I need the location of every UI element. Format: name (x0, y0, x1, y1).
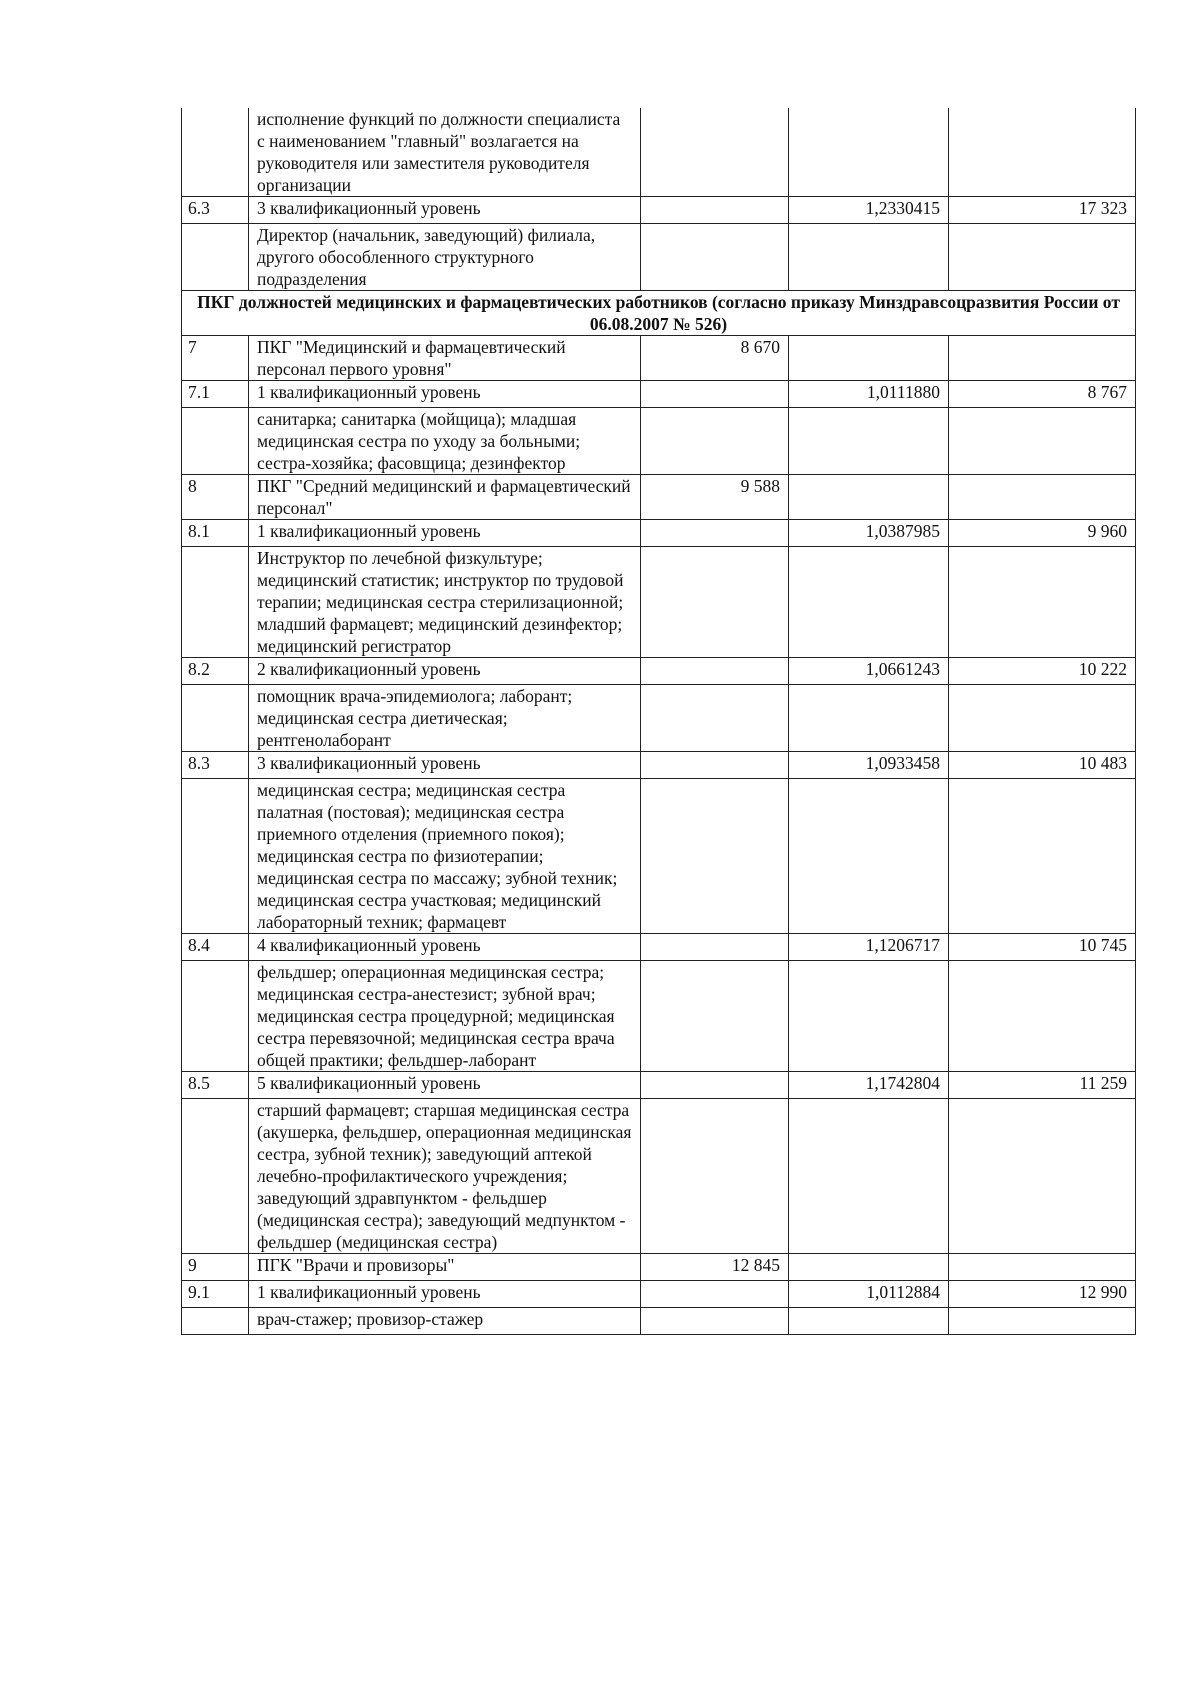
row-coefficient (789, 1254, 949, 1281)
row-coefficient: 1,2330415 (789, 197, 949, 224)
row-salary: 10 222 (949, 658, 1136, 685)
row-base-salary (641, 752, 789, 779)
row-text: 3 квалификационный уровень (249, 752, 641, 779)
row-text: фельдшер; операционная медицинская сестра; медицинская сестра-анестезист; зубной врач; медицинская сестра процедурной; медицинская сестра перевязочной; медицинская сестра врача общей практики; фельдшер-лаборант (249, 961, 641, 1072)
row-base-salary (641, 779, 789, 934)
row-number (182, 108, 249, 197)
row-base-salary (641, 224, 789, 291)
row-coefficient (789, 336, 949, 381)
row-salary: 10 483 (949, 752, 1136, 779)
row-salary (949, 408, 1136, 475)
row-coefficient (789, 961, 949, 1072)
table-row (182, 1254, 1136, 1281)
row-number (182, 779, 249, 934)
row-salary (949, 475, 1136, 520)
row-text: ПКГ "Медицинский и фармацевтический персонал первого уровня" (249, 336, 641, 381)
row-salary (949, 779, 1136, 934)
table-row (182, 475, 1136, 520)
row-coefficient: 1,0661243 (789, 658, 949, 685)
row-base-salary (641, 1072, 789, 1099)
row-base-salary: 8 670 (641, 336, 789, 381)
row-base-salary (641, 408, 789, 475)
row-salary (949, 961, 1136, 1072)
table-row (182, 197, 1136, 224)
row-coefficient: 1,0111880 (789, 381, 949, 408)
row-number: 7 (182, 336, 249, 381)
table-row (182, 779, 1136, 934)
row-salary: 11 259 (949, 1072, 1136, 1099)
row-number: 9 (182, 1254, 249, 1281)
table-row (182, 1099, 1136, 1254)
row-text: помощник врача-эпидемиолога; лаборант; медицинская сестра диетическая; рентгенолаборант (249, 685, 641, 752)
row-text: ПКГ "Средний медицинский и фармацевтический персонал" (249, 475, 641, 520)
row-coefficient: 1,0933458 (789, 752, 949, 779)
row-base-salary (641, 547, 789, 658)
row-base-salary: 12 845 (641, 1254, 789, 1281)
row-base-salary (641, 934, 789, 961)
row-coefficient (789, 779, 949, 934)
section-header-row (182, 291, 1136, 336)
row-salary: 12 990 (949, 1281, 1136, 1308)
row-coefficient: 1,1206717 (789, 934, 949, 961)
row-salary (949, 336, 1136, 381)
table-row (182, 336, 1136, 381)
row-base-salary (641, 961, 789, 1072)
row-number: 8 (182, 475, 249, 520)
row-text: Директор (начальник, заведующий) филиала, другого обособленного структурного подразделения (249, 224, 641, 291)
row-coefficient (789, 224, 949, 291)
table-row (182, 547, 1136, 658)
row-base-salary (641, 1308, 789, 1335)
row-coefficient: 1,0112884 (789, 1281, 949, 1308)
row-number: 8.2 (182, 658, 249, 685)
table-row (182, 752, 1136, 779)
row-text: старший фармацевт; старшая медицинская сестра (акушерка, фельдшер, операционная медицинская сестра, зубной техник); заведующий аптекой лечебно-профилактического учреждения; заведующий здравпунктом - фельдшер (медицинская сестра); заведующий медпунктом - фельдшер (медицинская сестра) (249, 1099, 641, 1254)
row-number (182, 961, 249, 1072)
table-row (182, 520, 1136, 547)
table-row (182, 408, 1136, 475)
row-base-salary (641, 520, 789, 547)
table-row (182, 224, 1136, 291)
row-text: 1 квалификационный уровень (249, 520, 641, 547)
row-salary: 8 767 (949, 381, 1136, 408)
row-number (182, 685, 249, 752)
row-text: 5 квалификационный уровень (249, 1072, 641, 1099)
row-number: 8.4 (182, 934, 249, 961)
row-salary (949, 547, 1136, 658)
salary-table-sheet (181, 108, 1135, 1335)
row-base-salary (641, 685, 789, 752)
row-base-salary (641, 658, 789, 685)
row-coefficient (789, 1308, 949, 1335)
row-salary: 10 745 (949, 934, 1136, 961)
row-number: 8.1 (182, 520, 249, 547)
row-number (182, 1308, 249, 1335)
row-salary: 9 960 (949, 520, 1136, 547)
table-row (182, 658, 1136, 685)
row-salary (949, 685, 1136, 752)
row-base-salary (641, 1281, 789, 1308)
row-base-salary (641, 1099, 789, 1254)
row-coefficient (789, 108, 949, 197)
row-number (182, 224, 249, 291)
row-base-salary: 9 588 (641, 475, 789, 520)
row-text: врач-стажер; провизор-стажер (249, 1308, 641, 1335)
row-salary (949, 1099, 1136, 1254)
row-number: 9.1 (182, 1281, 249, 1308)
section-title: ПКГ должностей медицинских и фармацевтических работников (согласно приказу Минздравсоцразвития России от 06.08.2007 № 526) (182, 291, 1136, 336)
table-row (182, 961, 1136, 1072)
row-number: 8.3 (182, 752, 249, 779)
row-number (182, 547, 249, 658)
row-coefficient (789, 408, 949, 475)
row-coefficient (789, 1099, 949, 1254)
row-base-salary (641, 197, 789, 224)
row-salary (949, 108, 1136, 197)
row-coefficient (789, 685, 949, 752)
row-text: 1 квалификационный уровень (249, 381, 641, 408)
table-row (182, 1281, 1136, 1308)
row-salary (949, 1254, 1136, 1281)
table-row (182, 381, 1136, 408)
row-number (182, 408, 249, 475)
row-number: 8.5 (182, 1072, 249, 1099)
table-row (182, 108, 1136, 197)
row-text: 4 квалификационный уровень (249, 934, 641, 961)
row-salary (949, 1308, 1136, 1335)
row-salary (949, 224, 1136, 291)
salary-table (181, 108, 1136, 1335)
row-coefficient: 1,0387985 (789, 520, 949, 547)
table-row (182, 685, 1136, 752)
row-text: санитарка; санитарка (мойщица); младшая медицинская сестра по уходу за больными; сестра-хозяйка; фасовщица; дезинфектор (249, 408, 641, 475)
row-text: 1 квалификационный уровень (249, 1281, 641, 1308)
row-coefficient (789, 475, 949, 520)
row-number: 6.3 (182, 197, 249, 224)
row-text: медицинская сестра; медицинская сестра палатная (постовая); медицинская сестра приемного отделения (приемного покоя); медицинская сестра по физиотерапии; медицинская сестра по массажу; зубной техник; медицинская сестра участковая; медицинский лабораторный техник; фармацевт (249, 779, 641, 934)
row-number: 7.1 (182, 381, 249, 408)
row-text: 2 квалификационный уровень (249, 658, 641, 685)
table-row (182, 934, 1136, 961)
row-number (182, 1099, 249, 1254)
row-coefficient: 1,1742804 (789, 1072, 949, 1099)
row-base-salary (641, 108, 789, 197)
row-text: ПГК "Врачи и провизоры" (249, 1254, 641, 1281)
row-text: Инструктор по лечебной физкультуре; медицинский статистик; инструктор по трудовой терапии; медицинская сестра стерилизационной; младший фармацевт; медицинский дезинфектор; медицинский регистратор (249, 547, 641, 658)
row-text: исполнение функций по должности специалиста с наименованием "главный" возлагается на руководителя или заместителя руководителя организации (249, 108, 641, 197)
table-row (182, 1072, 1136, 1099)
row-salary: 17 323 (949, 197, 1136, 224)
table-row (182, 1308, 1136, 1335)
row-base-salary (641, 381, 789, 408)
row-text: 3 квалификационный уровень (249, 197, 641, 224)
row-coefficient (789, 547, 949, 658)
